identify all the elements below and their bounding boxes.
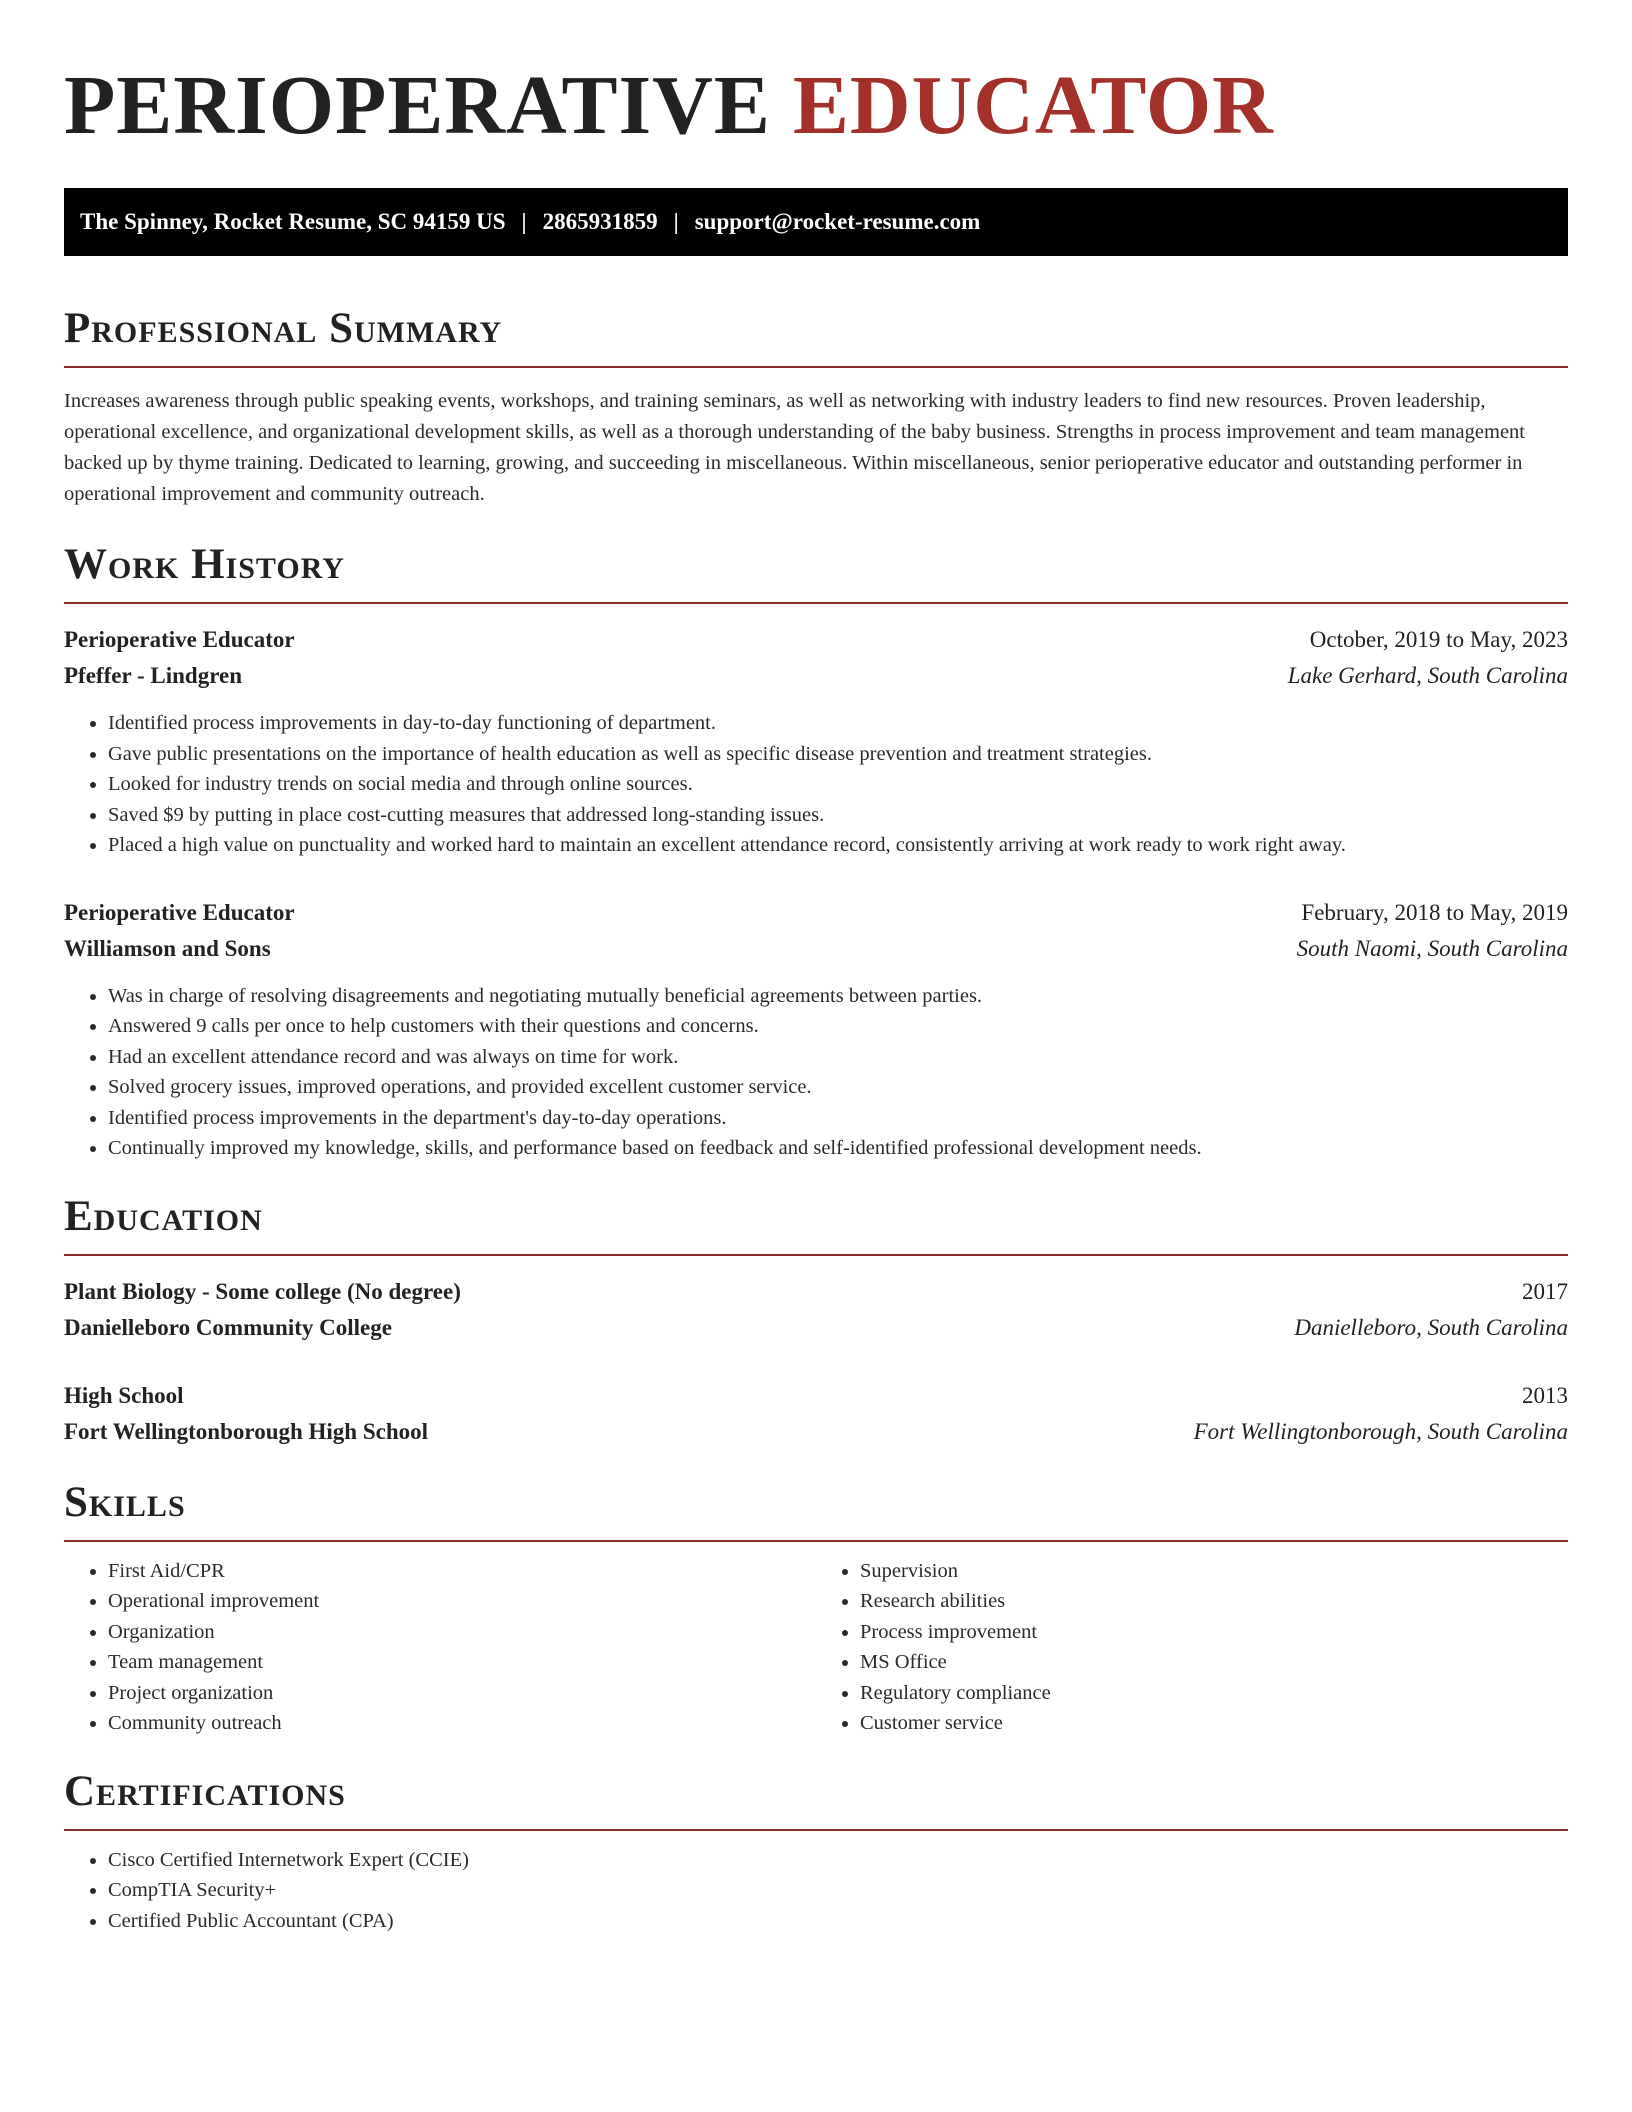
education-degree: High School <box>64 1382 184 1408</box>
education-year: 2017 <box>1522 1278 1568 1304</box>
education-entry <box>64 1274 1568 1346</box>
skills-list-right <box>816 1556 1568 1739</box>
contact-email: support@rocket-resume.com <box>694 209 981 234</box>
resume-name <box>64 56 1568 156</box>
job-bullet: • Answered 9 calls per once to help customers with their questions and concerns. <box>108 1011 1568 1042</box>
education-school-row <box>64 1310 1568 1346</box>
contact-separator: | <box>521 209 527 234</box>
skill-item: • Community outreach <box>108 1708 816 1739</box>
job-title: Perioperative Educator <box>64 627 295 652</box>
job-entry <box>64 895 1568 1164</box>
skill-item: • Supervision <box>860 1556 1568 1587</box>
contact-bar <box>64 188 1568 256</box>
education-school-row <box>64 1414 1568 1450</box>
certifications-title: Certifications <box>64 1767 346 1815</box>
skill-item: • Organization <box>108 1617 816 1648</box>
job-bullet: • Solved grocery issues, improved operations, and provided excellent customer service. <box>108 1072 1568 1103</box>
summary-section <box>64 304 1568 510</box>
education-title: Education <box>64 1192 263 1240</box>
name-main: PERIOPERATIVE <box>64 59 771 152</box>
education-header-row <box>64 1378 1568 1414</box>
work-history-section <box>64 540 1568 1164</box>
job-bullet: • Saved $9 by putting in place cost-cutting measures that addressed long-standing issues. <box>108 800 1568 831</box>
skills-section <box>64 1478 1568 1739</box>
job-bullets <box>64 981 1568 1164</box>
job-bullet: • Continually improved my knowledge, skills, and performance based on feedback and self-identified professional development needs. <box>108 1133 1568 1164</box>
work-history-title: Work History <box>64 541 345 588</box>
job-bullet: • Gave public presentations on the importance of health education as well as specific disease prevention and treatment strategies. <box>108 739 1568 770</box>
education-section <box>64 1192 1568 1450</box>
job-bullet: • Was in charge of resolving disagreements and negotiating mutually beneficial agreements between parties. <box>108 981 1568 1012</box>
job-bullet: • Placed a high value on punctuality and worked hard to maintain an excellent attendance record, consistently arriving at work ready to work right away. <box>108 830 1568 861</box>
job-title: Perioperative Educator <box>64 899 295 925</box>
certifications-section <box>64 1767 1568 1937</box>
summary-title: Professional Summary <box>64 305 503 352</box>
name-accent: EDUCATOR <box>792 59 1274 152</box>
section-divider <box>64 1254 1568 1256</box>
contact-separator: | <box>673 209 679 234</box>
job-bullet: • Identified process improvements in the department's day-to-day operations. <box>108 1103 1568 1134</box>
skills-grid <box>64 1556 1568 1739</box>
skill-item: • MS Office <box>860 1647 1568 1678</box>
education-degree: Plant Biology - Some college (No degree) <box>64 1278 461 1304</box>
education-year: 2013 <box>1522 1382 1568 1408</box>
education-school: Fort Wellingtonborough High School <box>64 1418 429 1444</box>
job-company: Pfeffer - Lindgren <box>64 663 243 688</box>
certification-item: • CompTIA Security+ <box>108 1875 1568 1906</box>
job-header-row <box>64 895 1568 931</box>
skill-item: • Customer service <box>860 1708 1568 1739</box>
skills-title: Skills <box>64 1478 186 1526</box>
skills-list-left <box>64 1556 816 1739</box>
job-company: Williamson and Sons <box>64 935 271 961</box>
section-divider <box>64 602 1568 604</box>
job-location: Lake Gerhard, South Carolina <box>1287 663 1568 688</box>
summary-text: Increases awareness through public speaking events, workshops, and training seminars, as well as networking with industry leaders to find new resources. Proven leadership, operational excellence, and organizational development skills, as well as a thorough understanding of the baby business. Strengths in process improvement and team management backed up by thyme training. Dedicated to learning, growing, and succeeding in miscellaneous. Within miscellaneous, senior perioperative educator and outstanding performer in operational improvement and community outreach. <box>64 390 1525 505</box>
job-bullet: • Identified process improvements in day-to-day functioning of department. <box>108 708 1568 739</box>
certifications-list <box>64 1845 1568 1937</box>
job-bullets <box>64 708 1568 861</box>
skill-item: • Research abilities <box>860 1586 1568 1617</box>
contact-phone: 2865931859 <box>542 209 658 234</box>
job-dates: October, 2019 to May, 2023 <box>1309 627 1568 652</box>
education-school: Danielleboro Community College <box>64 1314 392 1340</box>
job-bullet: • Looked for industry trends on social media and through online sources. <box>108 769 1568 800</box>
section-divider <box>64 1829 1568 1831</box>
skill-item: • First Aid/CPR <box>108 1556 816 1587</box>
job-dates: February, 2018 to May, 2019 <box>1301 899 1568 925</box>
skill-item: • Team management <box>108 1647 816 1678</box>
section-divider <box>64 366 1568 368</box>
job-company-row <box>64 931 1568 967</box>
education-entry <box>64 1378 1568 1450</box>
skill-item: • Process improvement <box>860 1617 1568 1648</box>
education-location: Danielleboro, South Carolina <box>1294 1314 1568 1340</box>
skill-item: • Operational improvement <box>108 1586 816 1617</box>
job-bullet: • Had an excellent attendance record and was always on time for work. <box>108 1042 1568 1073</box>
certification-item: • Cisco Certified Internetwork Expert (CCIE) <box>108 1845 1568 1876</box>
job-header-row <box>64 622 1568 658</box>
skill-item: • Regulatory compliance <box>860 1678 1568 1709</box>
skill-item: • Project organization <box>108 1678 816 1709</box>
job-location: South Naomi, South Carolina <box>1296 935 1568 961</box>
job-company-row <box>64 658 1568 694</box>
section-divider <box>64 1540 1568 1542</box>
contact-address: The Spinney, Rocket Resume, SC 94159 US <box>80 209 506 234</box>
education-location: Fort Wellingtonborough, South Carolina <box>1193 1418 1568 1444</box>
education-header-row <box>64 1274 1568 1310</box>
job-entry <box>64 622 1568 861</box>
certification-item: • Certified Public Accountant (CPA) <box>108 1906 1568 1937</box>
